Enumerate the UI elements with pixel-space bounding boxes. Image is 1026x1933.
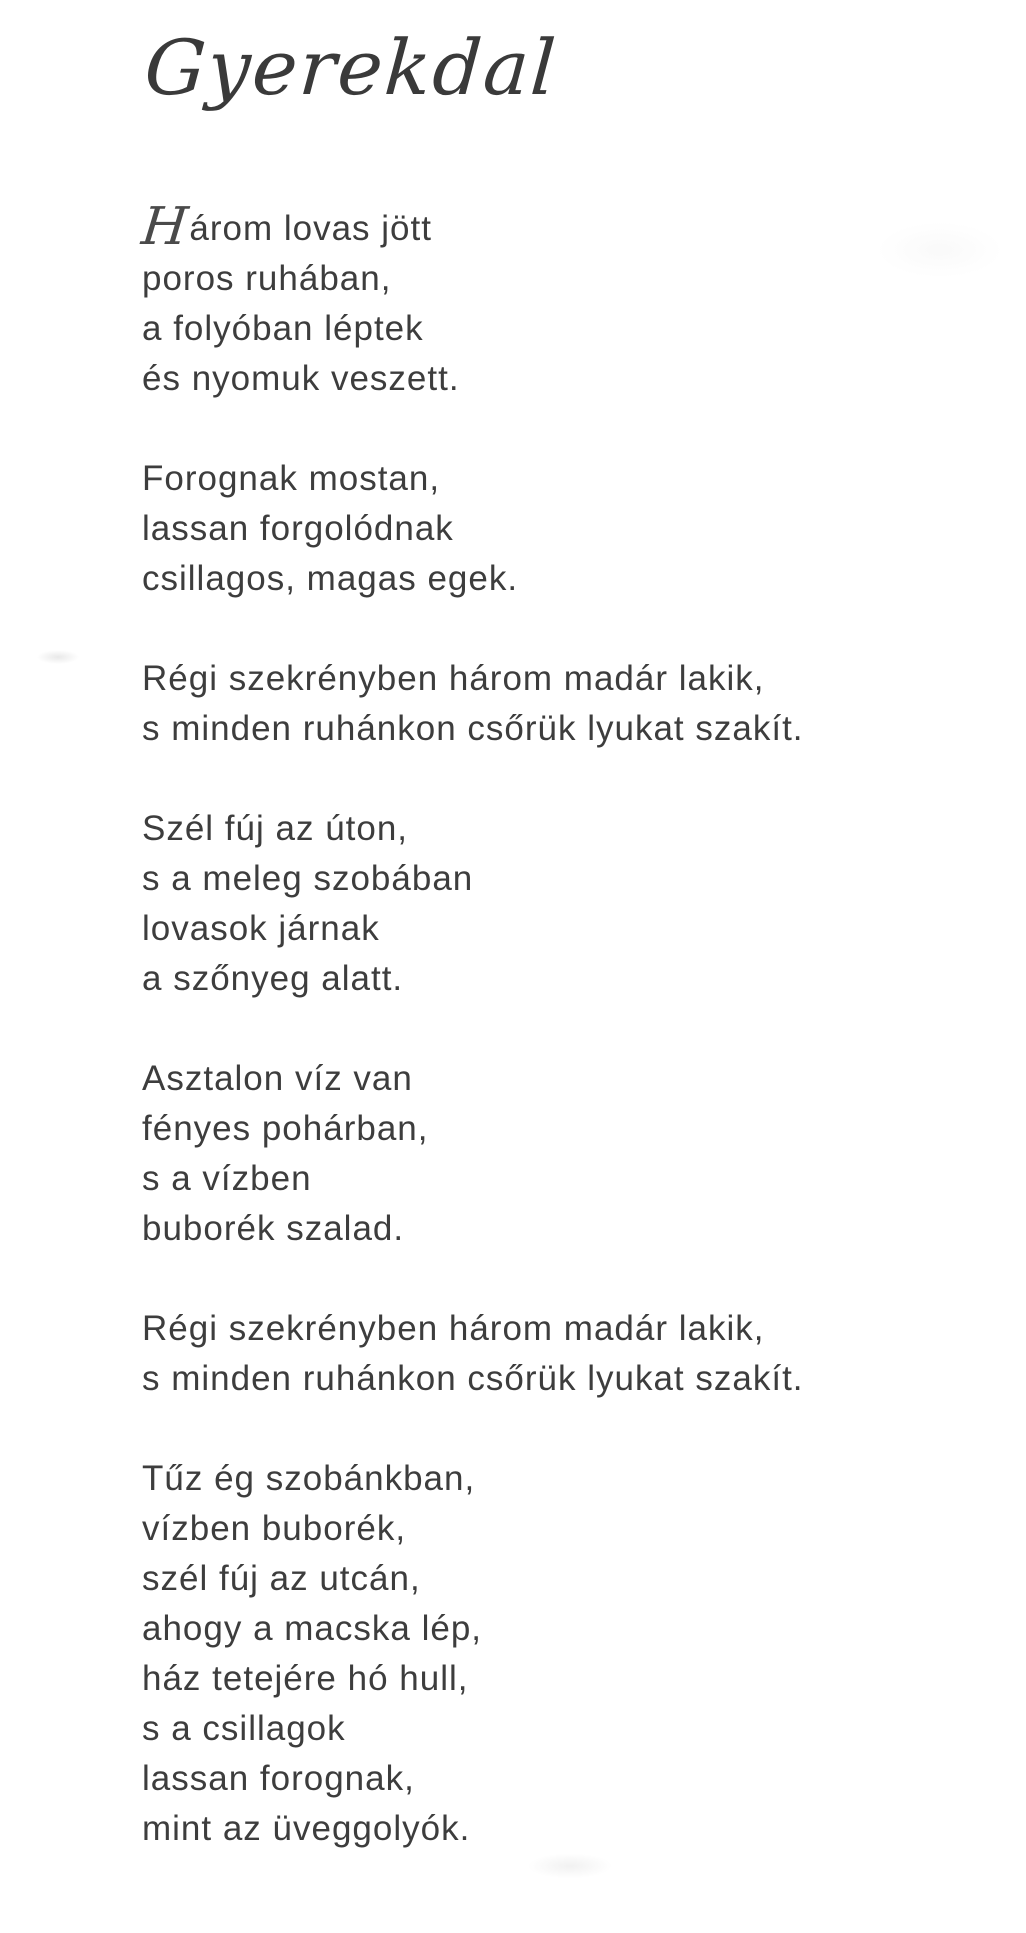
poem-line: csillagos, magas egek. xyxy=(142,558,519,598)
poem-line: ház tetejére hó hull, xyxy=(142,1658,469,1698)
poem-line: Régi szekrényben három madár lakik, xyxy=(142,658,765,698)
stanza-7 xyxy=(142,1454,1026,1854)
poem-line: lovasok járnak xyxy=(142,908,380,948)
poem-line: Szél fúj az úton, xyxy=(142,808,409,848)
poem-line: s a vízben xyxy=(142,1158,312,1198)
stanza-3-refrain xyxy=(142,654,1026,754)
poem-line: fényes pohárban, xyxy=(142,1108,429,1148)
stanza-4 xyxy=(142,804,1026,1004)
poem-line: Régi szekrényben három madár lakik, xyxy=(142,1308,765,1348)
poem-line: mint az üveggolyók. xyxy=(142,1808,471,1848)
poem-line: Tűz ég szobánkban, xyxy=(142,1458,476,1498)
poem-line-text: árom lovas jött xyxy=(189,208,432,248)
poem-line: a folyóban léptek xyxy=(142,308,424,348)
poem-line: s minden ruhánkon csőrük lyukat szakít. xyxy=(142,1358,804,1398)
poem-line: ahogy a macska lép, xyxy=(142,1608,483,1648)
poem-line: a szőnyeg alatt. xyxy=(142,958,404,998)
poem-line: s minden ruhánkon csőrük lyukat szakít. xyxy=(142,708,804,748)
poem-line: buborék szalad. xyxy=(142,1208,405,1248)
stanza-5 xyxy=(142,1054,1026,1254)
poem-line: lassan forgolódnak xyxy=(142,508,454,548)
poem-line: s a meleg szobában xyxy=(142,858,474,898)
poem-line xyxy=(138,196,1026,257)
poem-title: Gyerekdal xyxy=(141,23,561,112)
poem-line: vízben buborék, xyxy=(142,1508,407,1548)
poem-line: s a csillagok xyxy=(142,1708,346,1748)
poem-line: és nyomuk veszett. xyxy=(142,358,460,398)
poem-line: Asztalon víz van xyxy=(142,1058,413,1098)
poem-body xyxy=(138,196,1026,1854)
poem-line: poros ruhában, xyxy=(142,258,392,298)
poem-line: lassan forognak, xyxy=(142,1758,415,1798)
stanza-2 xyxy=(142,454,1026,604)
poem-line: szél fúj az utcán, xyxy=(142,1558,421,1598)
stanza-6-refrain xyxy=(142,1304,1026,1404)
stanza-1 xyxy=(138,196,1026,404)
poem-line: Forognak mostan, xyxy=(142,458,441,498)
decorative-initial: H xyxy=(138,196,191,257)
